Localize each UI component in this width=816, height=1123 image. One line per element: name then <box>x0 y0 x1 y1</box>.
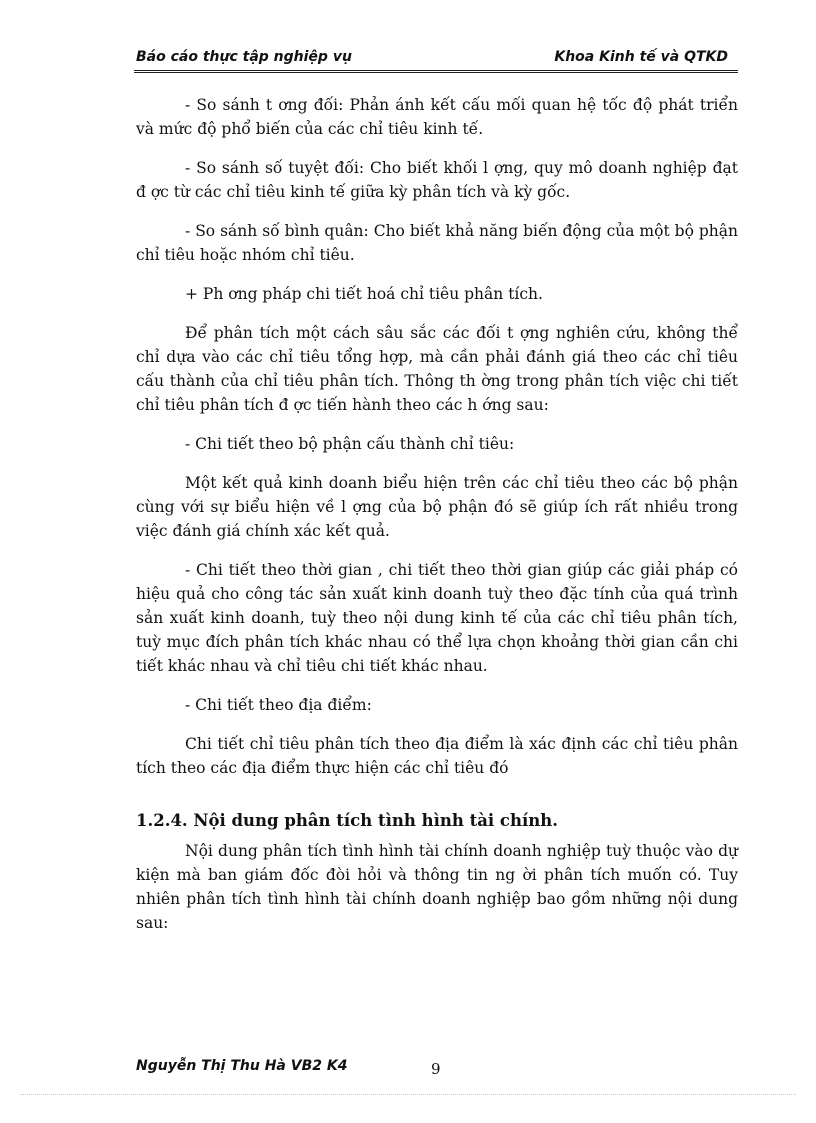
paragraph-average-comparison: - So sánh số bình quân: Cho biết khả năng biến động của một bộ phận chỉ tiêu hoặc nhóm chỉ tiêu. <box>136 222 738 264</box>
faculty-name: Khoa Kinh tế và QTKD <box>554 49 728 65</box>
paragraph-detail-intro: Để phân tích một cách sâu sắc các đối t ợng nghiên cứu, không thể chỉ dựa vào các chỉ tiêu tổng hợp, mà cần phải đánh giá theo các chỉ tiêu cấu thành của chỉ tiêu phân tích. Thông th ờng trong phân tích việc chi tiết chỉ tiêu phân tích đ ợc tiến hành theo các h ớng sau: <box>136 324 738 414</box>
paragraph-detail-by-component: - Chi tiết theo bộ phận cấu thành chỉ tiêu: <box>185 435 515 453</box>
paragraph-location-explanation: Chi tiết chỉ tiêu phân tích theo địa điểm là xác định các chỉ tiêu phân tích theo các địa điểm thực hiện các chỉ tiêu đó <box>136 735 738 777</box>
report-title: Báo cáo thực tập nghiệp vụ <box>136 49 352 65</box>
paragraph-relative-comparison: - So sánh t ơng đối: Phản ánh kết cấu mối quan hệ tốc độ phát triển và mức độ phổ biến của các chỉ tiêu kinh tế. <box>136 96 738 138</box>
page-footer <box>136 1058 740 1078</box>
author-info: Nguyễn Thị Thu Hà VB2 K4 <box>136 1058 348 1074</box>
paragraph-component-explanation: Một kết quả kinh doanh biểu hiện trên các chỉ tiêu theo các bộ phận cùng với sự biểu hiện về l ợng của bộ phận đó sẽ giúp ích rất nhiều trong việc đánh giá chính xác kết quả. <box>136 474 738 540</box>
section-body: Nội dung phân tích tình hình tài chính doanh nghiệp tuỳ thuộc vào dự kiện mà ban giám đốc đòi hỏi và thông tin ng ời phân tích muốn có. Tuy nhiên phân tích tình hình tài chính doanh nghiệp bao gồm những nội dung sau: <box>136 842 738 932</box>
page-number: 9 <box>431 1060 441 1078</box>
paragraph-detail-by-location: - Chi tiết theo địa điểm: <box>185 696 372 714</box>
page-bottom-divider <box>20 1094 796 1095</box>
page-header <box>134 46 738 73</box>
document-body <box>136 93 738 935</box>
paragraph-detail-by-time: - Chi tiết theo thời gian , chi tiết theo thời gian giúp các giải pháp có hiệu quả cho công tác sản xuất kinh doanh tuỳ theo đặc tính của quá trình sản xuất kinh doanh, tuỳ theo nội dung kinh tế của các chỉ tiêu phân tích, tuỳ mục đích phân tích khác nhau có thể lựa chọn khoảng thời gian cần chi tiết khác nhau và chỉ tiêu chi tiết khác nhau. <box>136 561 738 675</box>
paragraph-absolute-comparison: - So sánh số tuyệt đối: Cho biết khối l ợng, quy mô doanh nghiệp đạt đ ợc từ các chỉ tiêu kinh tế giữa kỳ phân tích và kỳ gốc. <box>136 159 738 201</box>
paragraph-detail-method: + Ph ơng pháp chi tiết hoá chỉ tiêu phân tích. <box>185 285 543 303</box>
section-heading: 1.2.4. Nội dung phân tích tình hình tài chính. <box>136 811 558 830</box>
